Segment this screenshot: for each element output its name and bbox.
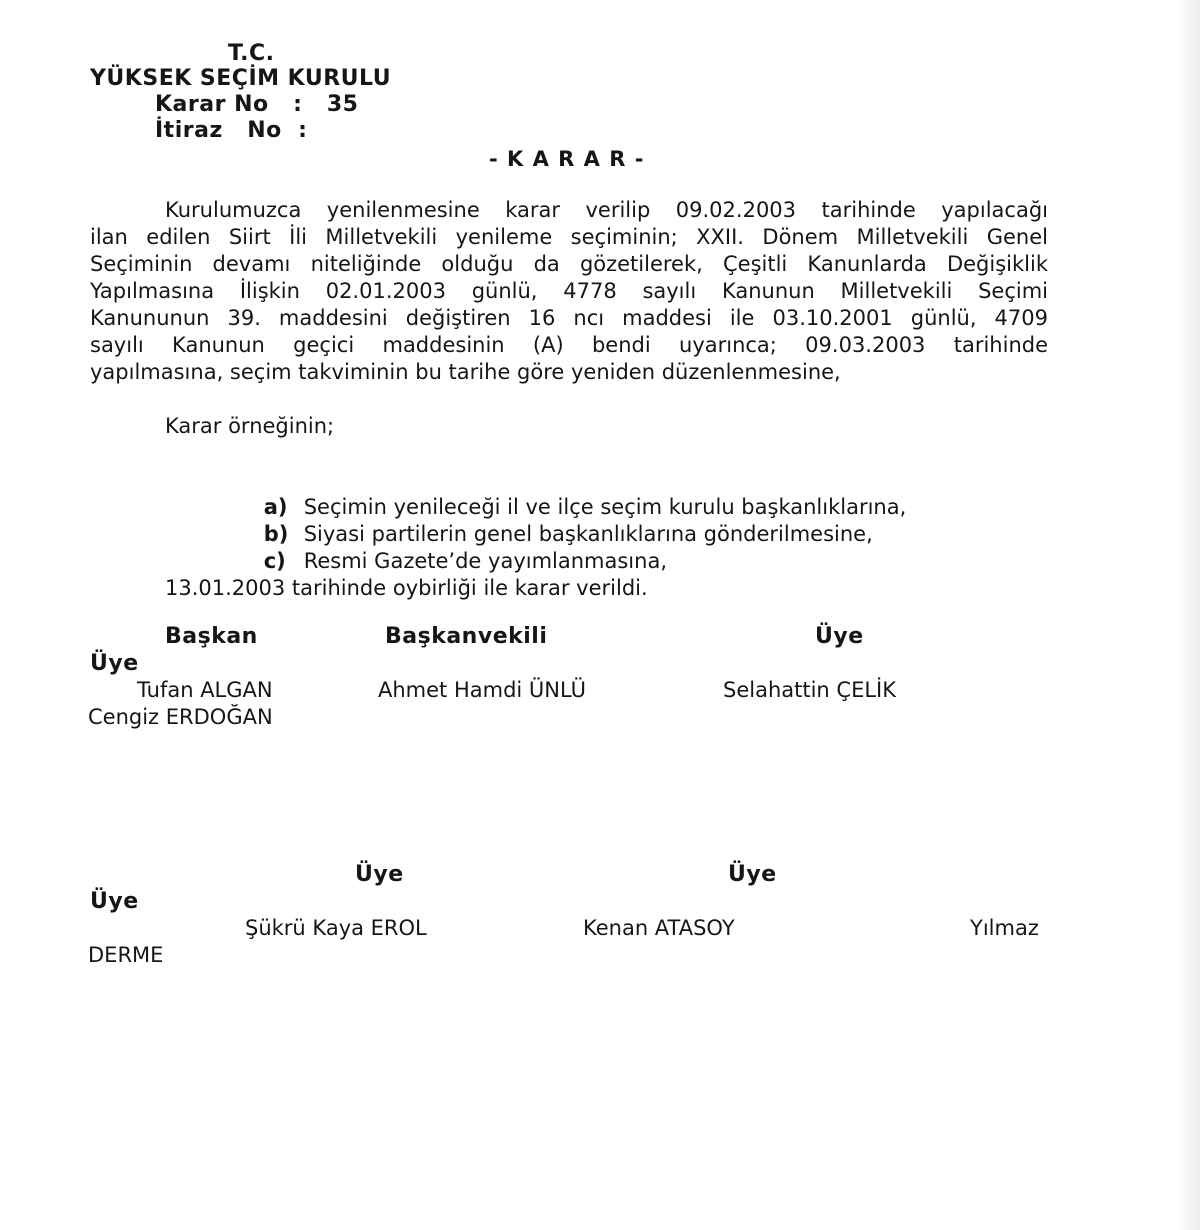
paragraph-line: Yapılmasına İlişkin 02.01.2003 günlü, 4778 sayılı Kanunun Milletvekili Seçimi <box>90 279 1048 303</box>
doc-header-org: YÜKSEK SEÇİM KURULU <box>90 66 392 91</box>
sig-name-cengiz-erdogan: Cengiz ERDOĞAN <box>88 705 273 729</box>
decision-date-line: 13.01.2003 tarihinde oybirliği ile karar verildi. <box>165 576 648 600</box>
doc-header-tc: T.C. <box>228 41 275 66</box>
sig-name-tufan-algan: Tufan ALGAN <box>137 678 273 702</box>
sig-name-ahmet-hamdi-unlu: Ahmet Hamdi ÜNLÜ <box>378 678 587 702</box>
sig2-title-uye-1: Üye <box>355 862 404 887</box>
list-marker: c) <box>263 549 286 573</box>
sig2-title-uye-2: Üye <box>728 862 777 887</box>
paragraph-line: yapılmasına, seçim takviminin bu tarihe göre yeniden düzenlenmesine, <box>90 360 841 384</box>
sig2-title-uye-3-wrapped: Üye <box>90 889 139 914</box>
karar-title: - K A R A R - <box>489 147 645 171</box>
sig-name-selahattin-celik: Selahattin ÇELİK <box>723 678 897 702</box>
sig-name-derme-wrapped: DERME <box>88 943 164 967</box>
paragraph-line: Seçiminin devamı niteliğinde olduğu da gözetilerek, Çeşitli Kanunlarda Değişiklik <box>90 252 1048 276</box>
karar-ornegi-line: Karar örneğinin; <box>165 414 335 438</box>
sig-title-baskan: Başkan <box>165 624 258 649</box>
sig-title-uye-4-wrapped: Üye <box>90 651 139 676</box>
list-item-text: Resmi Gazete’de yayımlanmasına, <box>303 549 667 573</box>
itiraz-no-line: İtiraz No : <box>155 118 308 143</box>
paragraph-line: Kanununun 39. maddesini değiştiren 16 ncı maddesi ile 03.10.2001 günlü, 4709 <box>90 306 1048 330</box>
page-edge-shadow <box>1178 0 1200 1230</box>
karar-no-line: Karar No : 35 <box>155 92 359 117</box>
sig-name-kenan-atasoy: Kenan ATASOY <box>583 916 735 940</box>
sig-title-uye-3: Üye <box>815 624 864 649</box>
sig-name-yilmaz: Yılmaz <box>970 916 1039 940</box>
sig-name-sukru-kaya-erol: Şükrü Kaya EROL <box>245 916 427 940</box>
list-item-text: Seçimin yenileceği il ve ilçe seçim kurulu başkanlıklarına, <box>303 495 907 519</box>
paragraph-line: ilan edilen Siirt İli Milletvekili yenileme seçiminin; XXII. Dönem Milletvekili Genel <box>90 225 1048 249</box>
list-marker: b) <box>263 522 289 546</box>
paragraph-line: sayılı Kanunun geçici maddesinin (A) bendi uyarınca; 09.03.2003 tarihinde <box>90 333 1048 357</box>
list-marker: a) <box>263 495 288 519</box>
sig-title-baskanvekili: Başkanvekili <box>385 624 548 649</box>
list-item-text: Siyasi partilerin genel başkanlıklarına gönderilmesine, <box>303 522 873 546</box>
decision-paragraph <box>90 197 1048 386</box>
paragraph-line: Kurulumuzca yenilenmesine karar verilip 09.02.2003 tarihinde yapılacağı <box>165 198 1048 222</box>
